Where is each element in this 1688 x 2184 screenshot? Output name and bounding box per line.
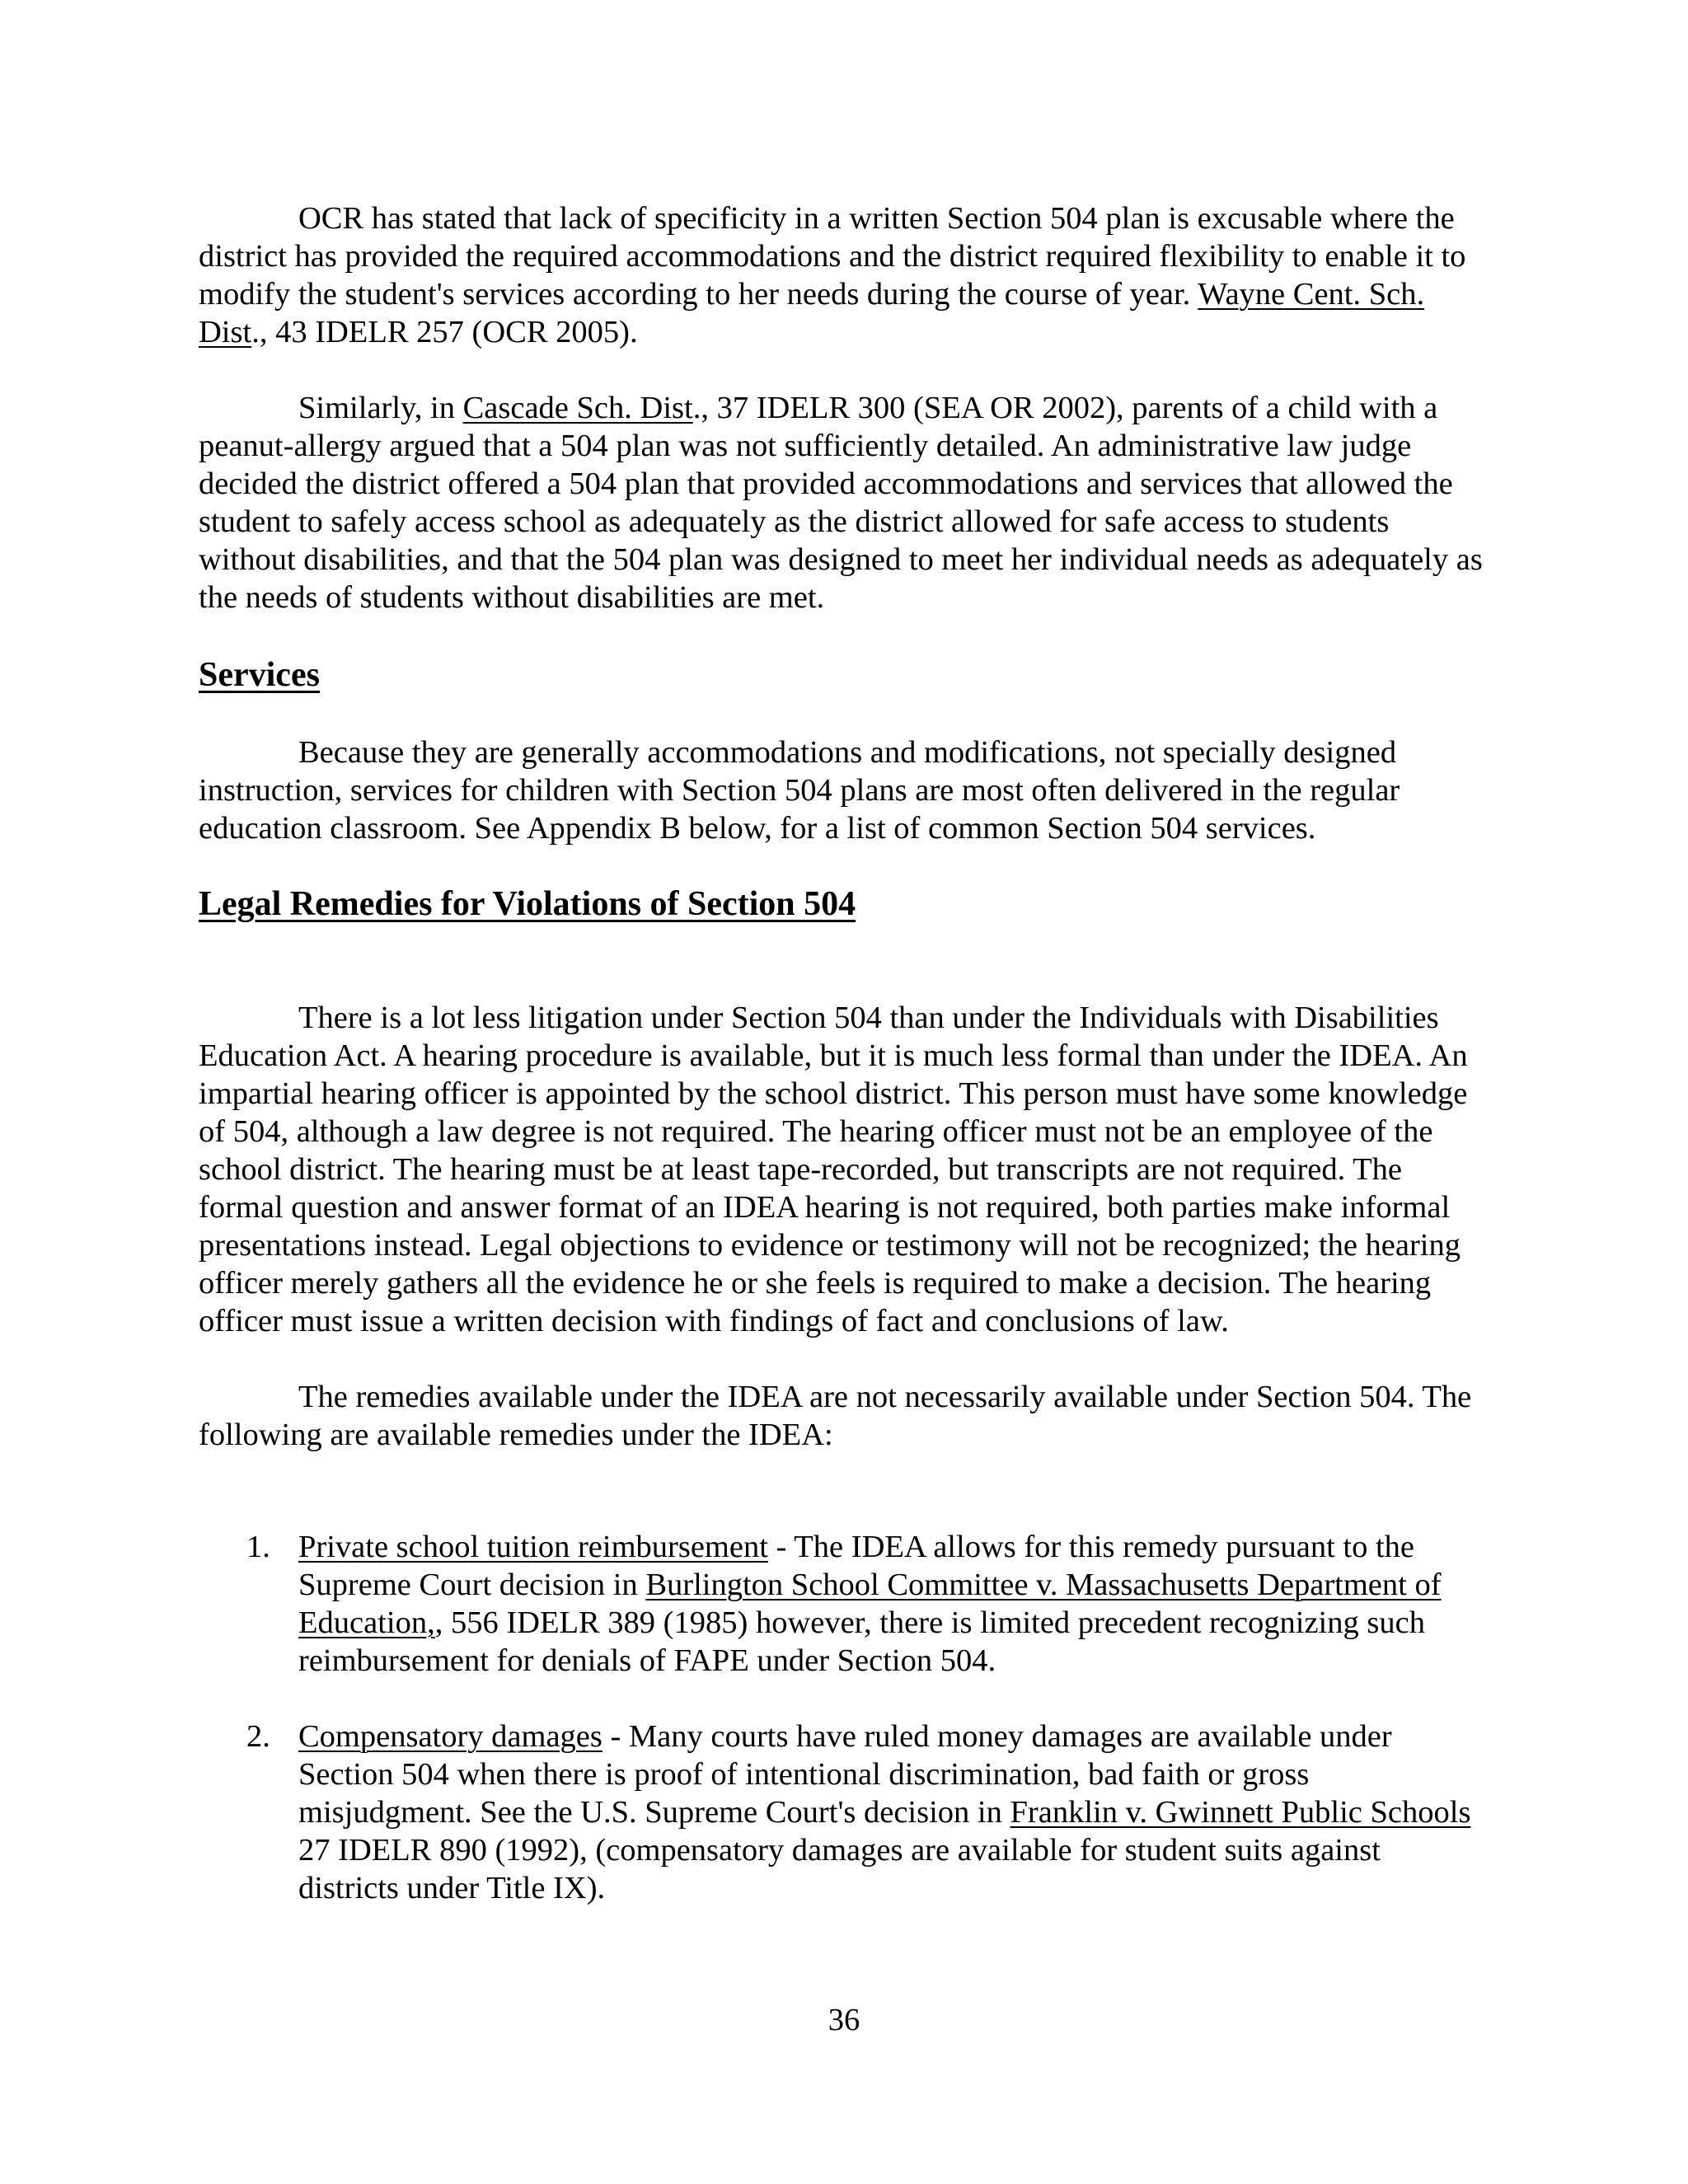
paragraph-text: Similarly, in [298, 391, 463, 425]
remedy-title: Compensatory damages [298, 1719, 603, 1754]
list-item [199, 1528, 1489, 1680]
paragraph-text: ., 37 IDELR 300 (SEA OR 2002), parents of a child with a peanut-allergy argued that a 504 plan was not sufficiently detailed. An administrative law judge decided the district offered a 504 plan that provided accommodations and services that allowed the student to safely access school as adequately as the district allowed for safe access to students without disabilities, and that the 504 plan was designed to meet her individual needs as adequately as the needs of students without disabilities are met. [199, 391, 1483, 615]
paragraph-text: OCR has stated that lack of specificity in a written Section 504 plan is excusable where the district has provided the required accommodations and the district required flexibility to enable it to modify the student's services according to her needs during the course of year. [199, 201, 1466, 312]
case-citation-franklin: Franklin v. Gwinnett Public Schools [1010, 1795, 1471, 1830]
remedies-list [199, 1528, 1489, 1907]
paragraph-ocr-specificity [199, 199, 1489, 351]
paragraph-litigation: There is a lot less litigation under Section 504 than under the Individuals with Disabilities Education Act. A hearing procedure is available, but it is much less formal than under the IDEA. An impartial hearing officer is appointed by the school district. This person must have some knowledge of 504, although a law degree is not required. The hearing officer must not be an employee of the school district. The hearing must be at least tape-recorded, but transcripts are not required. The formal question and answer format of an IDEA hearing is not required, both parties make informal presentations instead. Legal objections to evidence or testimony will not be recognized; the hearing officer merely gathers all the evidence he or she feels is required to make a decision. The hearing officer must issue a written decision with findings of fact and conclusions of law. [199, 1001, 1468, 1338]
remedy-title: Private school tuition reimbursement [298, 1530, 768, 1564]
section-heading-services: Services [199, 656, 320, 694]
paragraph-text: ., 43 IDELR 257 (OCR 2005). [251, 315, 638, 349]
case-citation-wayne: Wayne Cent. Sch. Dist [199, 277, 1425, 349]
list-item-number: 1. [246, 1530, 270, 1564]
list-item-number: 2. [246, 1719, 270, 1754]
paragraph-cascade [199, 389, 1489, 616]
page-body [199, 199, 1489, 1907]
case-citation-cascade: Cascade Sch. Dist [462, 391, 693, 425]
remedy-text: , 556 IDELR 389 (1985) however, there is limited precedent recognizing such reimbursement for denials of FAPE under Section 504. [298, 1605, 1425, 1678]
page-number: 36 [828, 2003, 860, 2037]
remedy-text: 27 IDELR 890 (1992), (compensatory damages are available for student suits against districts under Title IX). [298, 1833, 1381, 1905]
paragraph-remedies-intro: The remedies available under the IDEA are not necessarily available under Section 504. The following are available remedies under the IDEA: [199, 1380, 1472, 1452]
paragraph-services: Because they are generally accommodations and modifications, not specially designed instruction, services for children with Section 504 plans are most often delivered in the regular education classroom. See Appendix B below, for a list of common Section 504 services. [199, 735, 1400, 846]
remedy-text: - The IDEA allows for this remedy pursuant to the Supreme Court decision in [298, 1530, 1415, 1602]
list-item [199, 1718, 1489, 1907]
remedy-text: - Many courts have ruled money damages are available under Section 504 when there is proof of intentional discrimination, bad faith or gross misjudgment. See the U.S. Supreme Court's decision in [298, 1719, 1392, 1830]
section-heading-legal-remedies: Legal Remedies for Violations of Section 504 [199, 885, 856, 923]
case-citation-burlington: Burlington School Committee v. Massachusetts Department of Education, [298, 1568, 1442, 1640]
